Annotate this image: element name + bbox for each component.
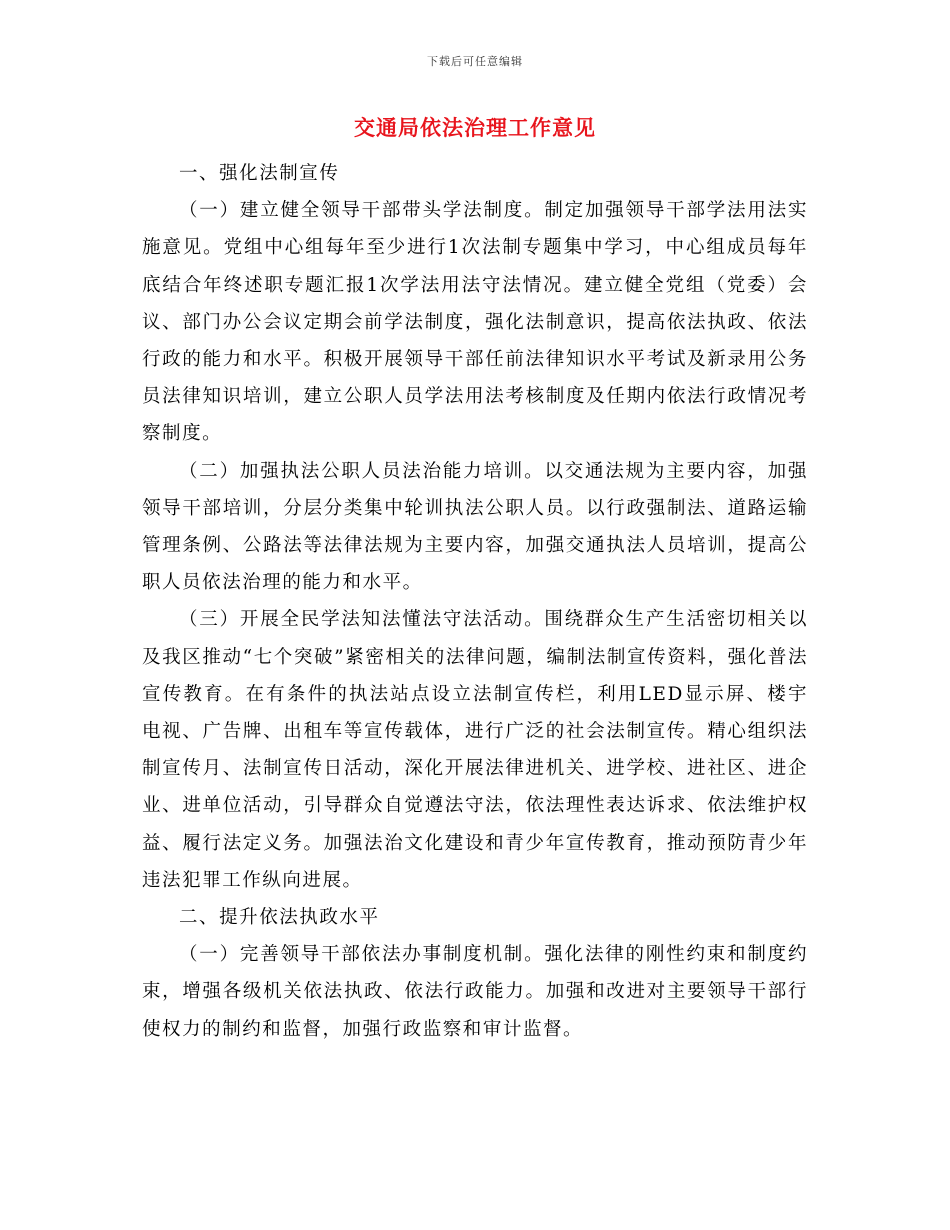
paragraph: （三）开展全民学法知法懂法守法活动。围绕群众生产生活密切相关以及我区推动“七个突破”紧密相关的法律问题，编制法制宣传资料，强化普法宣传教育。在有条件的执法站点设立法制宣传栏，利用LED显示屏、楼宇电视、广告牌、出租车等宣传载体，进行广泛的社会法制宣传。精心组织法制宣传月、法制宣传日活动，深化开展法律进机关、进学校、进社区、进企业、进单位活动，引导群众自觉遵法守法，依法理性表达诉求、依法维护权益、履行法定义务。加强法治文化建设和青少年宣传教育，推动预防青少年违法犯罪工作纵向进展。 (142, 609, 808, 891)
paragraph: （二）加强执法公职人员法治能力培训。以交通法规为主要内容，加强领导干部培训，分层分类集中轮训执法公职人员。以行政强制法、道路运输管理条例、公路法等法律法规为主要内容，加强交通执法人员培训，提高公职人员依法治理的能力和水平。 (142, 460, 808, 594)
section-heading-1: 一、强化法制宣传 (179, 163, 340, 184)
document-body (142, 155, 808, 1048)
section-heading-2: 二、提升依法执政水平 (179, 907, 380, 929)
paragraph: （一）完善领导干部依法办事制度机制。强化法律的刚性约束和制度约束，增强各级机关依法执政、依法行政能力。加强和改进对主要领导干部行使权力的制约和监督，加强行政监察和审计监督。 (142, 944, 808, 1040)
document-title: 交通局依法治理工作意见 (354, 115, 596, 140)
header-note: 下载后可任意编辑 (427, 55, 523, 68)
paragraph: （一）建立健全领导干部带头学法制度。制定加强领导干部学法用法实施意见。党组中心组每年至少进行1次法制专题集中学习，中心组成员每年底结合年终述职专题汇报1次学法用法守法情况。建立健全党组（党委）会议、部门办公会议定期会前学法制度，强化法制意识，提高依法执政、依法行政的能力和水平。积极开展领导干部任前法律知识水平考试及新录用公务员法律知识培训，建立公职人员学法用法考核制度及任期内依法行政情况考察制度。 (142, 200, 808, 445)
